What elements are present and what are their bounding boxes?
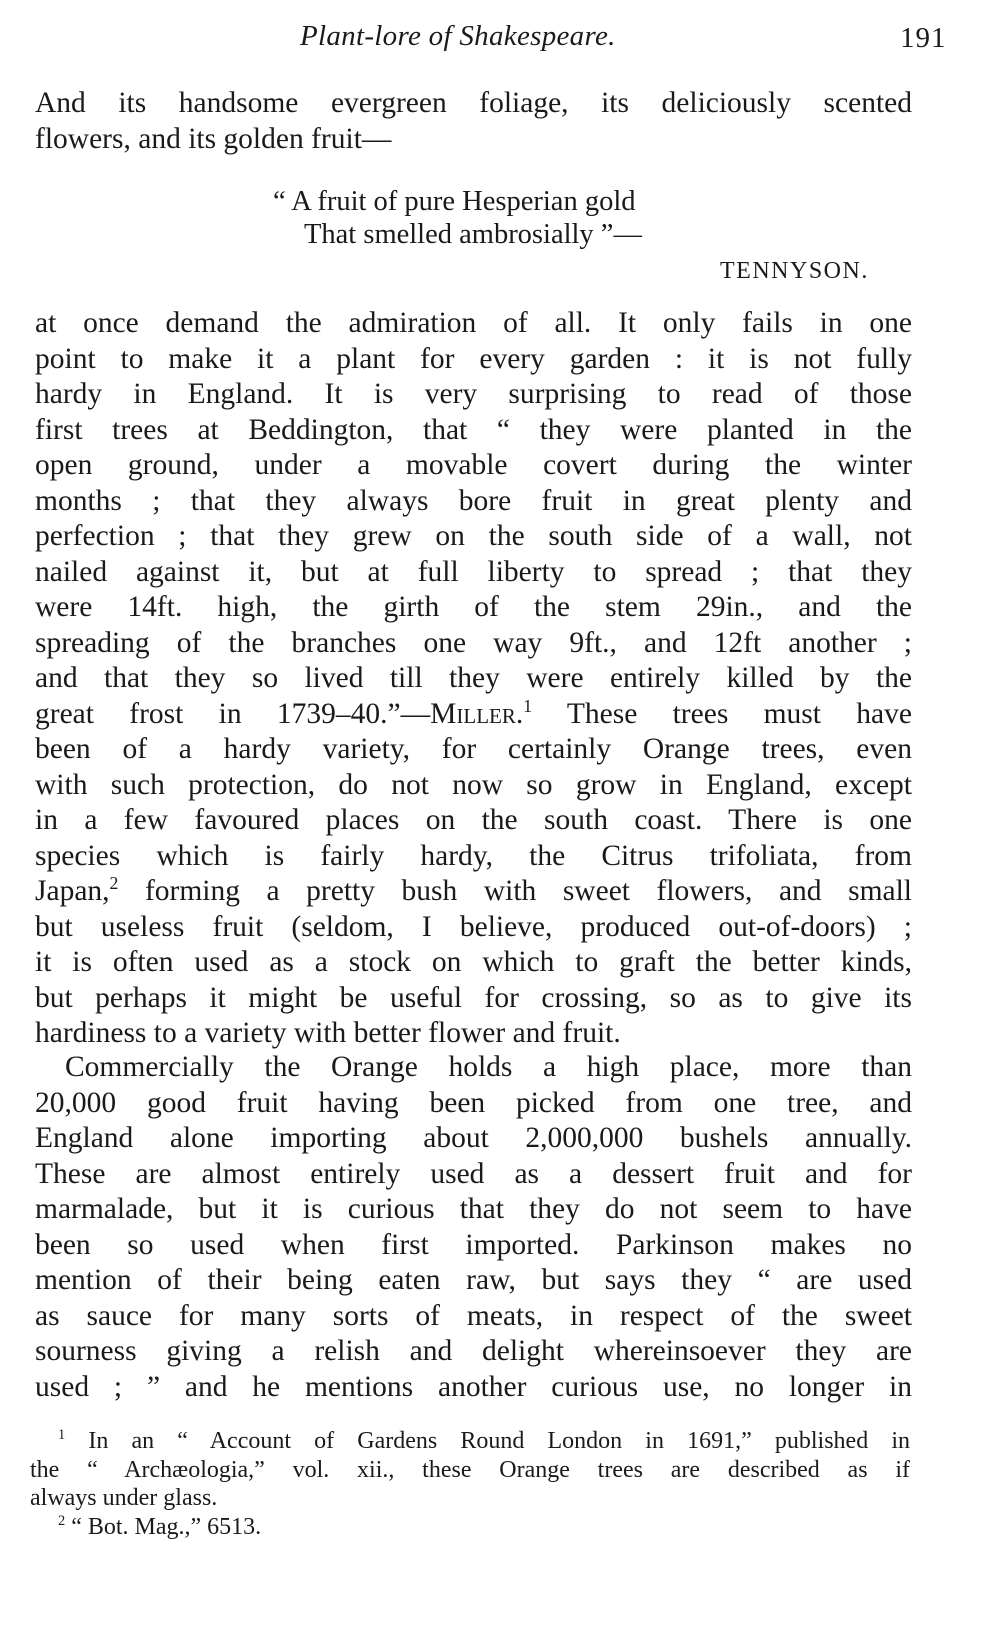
text-line: Commercially the Orange holds a high place, more than	[65, 1051, 912, 1083]
text-run: These trees must have	[532, 697, 912, 730]
commercial-paragraph	[35, 1050, 912, 1405]
text-line: marmalade, but it is curious that they do not seem to have	[35, 1193, 912, 1225]
text-line: point to make it a plant for every garden : it is not fully	[35, 342, 912, 375]
text-run: Japan,	[35, 875, 110, 907]
running-head-title: Plant-lore of Shakespeare.	[300, 20, 616, 52]
text-line: perfection ; that they grew on the south side of a wall, not	[35, 520, 912, 552]
text-line: hardy in England. It is very surprising to read of those	[35, 378, 912, 410]
text-run: great frost in 1739–40.”—	[35, 697, 431, 730]
text-line: These are almost entirely used as a dessert fruit and for	[35, 1157, 912, 1190]
text-line: first trees at Beddington, that “ they were planted in the	[35, 413, 912, 446]
text-run: “ Bot. Mag.,” 6513.	[71, 1513, 262, 1540]
footnote-ref-1: 1	[523, 695, 533, 716]
text-line: 20,000 good fruit having been picked from one tree, and	[35, 1086, 912, 1119]
footnote-2-line	[30, 1513, 910, 1542]
text-line: England alone importing about 2,000,000 bushels annually.	[35, 1122, 912, 1154]
text-line: months ; that they always bore fruit in great plenty and	[35, 484, 912, 517]
text-line: nailed against it, but at full liberty to spread ; that they	[35, 555, 912, 588]
text-line: but useless fruit (seldom, I believe, produced out-of-doors) ;	[35, 910, 912, 943]
text-run: In an “ Account of Gardens Round London in 1691,” published in	[88, 1428, 910, 1454]
intro-paragraph	[35, 86, 912, 157]
text-line: open ground, under a movable covert during the winter	[35, 449, 912, 481]
page-number: 191	[900, 22, 947, 54]
text-line: at once demand the admiration of all. It only fails in one	[35, 307, 912, 339]
footnote-1-line: always under glass.	[30, 1485, 218, 1511]
text-line: were 14ft. high, the girth of the stem 29in., and the	[35, 591, 912, 623]
text-line-japan	[35, 874, 912, 910]
text-line: it is often used as a stock on which to graft the better kinds,	[35, 946, 912, 978]
text-line: but perhaps it might be useful for crossing, so as to give its	[35, 981, 912, 1014]
footnote-marker-2: 2	[58, 1512, 66, 1529]
main-paragraph	[35, 306, 912, 1052]
text-line-miller	[35, 697, 912, 733]
text-run: forming a pretty bush with sweet flowers, and small	[118, 875, 912, 907]
text-line: been so used when first imported. Parkinson makes no	[35, 1228, 912, 1261]
text-line: as sauce for many sorts of meats, in respect of the sweet	[35, 1299, 912, 1332]
footnote-ref-2: 2	[109, 873, 119, 894]
text-line: sourness giving a relish and delight whereinsoever they are	[35, 1335, 912, 1367]
quote-line-2: That smelled ambrosially ”—	[304, 219, 642, 250]
running-head	[0, 20, 1000, 60]
text-line: been of a hardy variety, for certainly Orange trees, even	[35, 733, 912, 765]
footnote-1-line	[30, 1427, 910, 1456]
text-line: with such protection, do not now so grow in England, except	[35, 768, 912, 801]
quote-attribution: TENNYSON.	[720, 258, 869, 284]
text-line: flowers, and its golden fruit—	[35, 122, 392, 155]
text-line: hardiness to a variety with better flower and fruit.	[35, 1017, 621, 1049]
footnote-1-line: the “ Archæologia,” vol. xii., these Orange trees are described as if	[30, 1456, 910, 1483]
footnotes	[30, 1427, 910, 1541]
text-line: spreading of the branches one way 9ft., and 12ft another ;	[35, 626, 912, 659]
text-line: in a few favoured places on the south coast. There is one	[35, 804, 912, 836]
quote-line-1: “ A fruit of pure Hesperian gold	[273, 186, 636, 217]
text-line: species which is fairly hardy, the Citrus trifoliata, from	[35, 839, 912, 872]
citation-miller: Miller.	[430, 697, 524, 730]
footnote-marker-1: 1	[58, 1427, 66, 1443]
text-line: And its handsome evergreen foliage, its deliciously scented	[35, 87, 912, 119]
text-line: used ; ” and he mentions another curious use, no longer in	[35, 1370, 912, 1403]
text-line: mention of their being eaten raw, but says they “ are used	[35, 1264, 912, 1296]
text-line: and that they so lived till they were entirely killed by the	[35, 662, 912, 694]
